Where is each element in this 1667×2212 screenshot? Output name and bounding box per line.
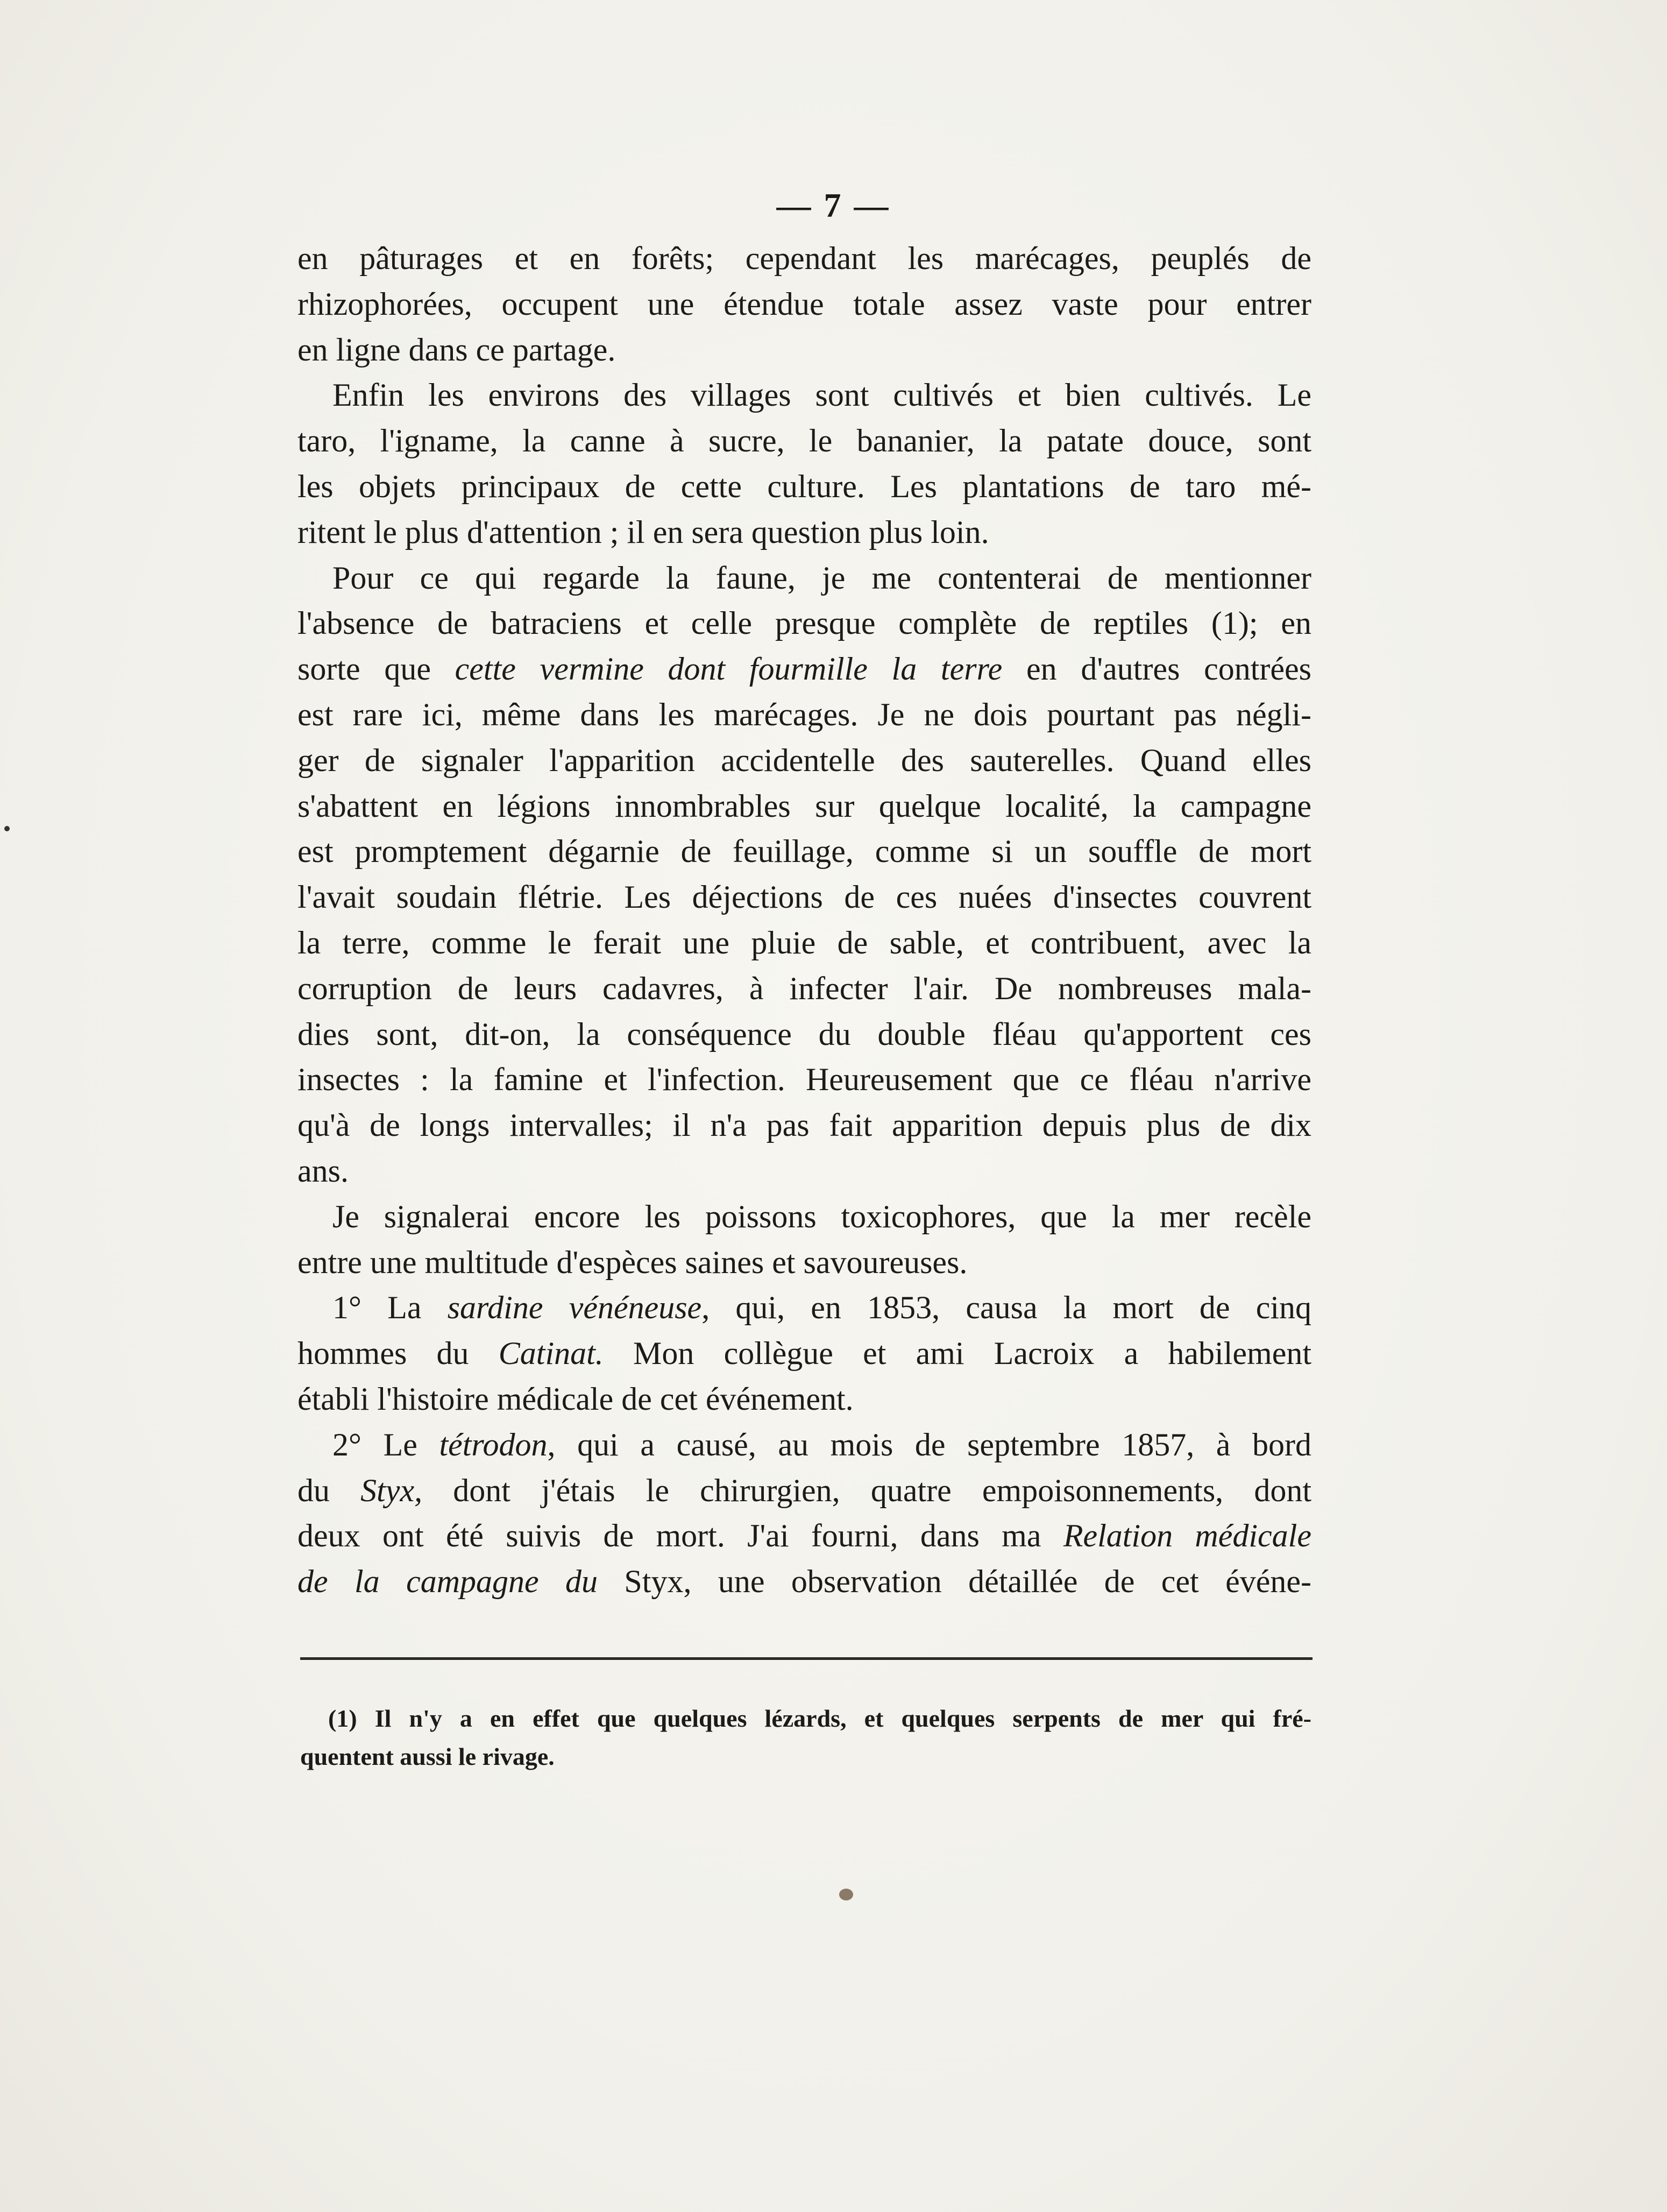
text-segment: 1° La [332, 1290, 448, 1326]
text-segment: ritent le plus d'attention ; il en sera question plus loin. [297, 514, 989, 550]
text-segment: insectes : la famine et l'infection. Heureusement que ce fléau n'arrive [297, 1062, 1311, 1098]
text-line [297, 693, 1311, 736]
text-segment: Mon collègue et ami Lacroix a habilement [603, 1335, 1311, 1372]
text-line [297, 511, 1311, 554]
text-segment: rhizophorées, occupent une étendue totale assez vaste pour entrer [297, 286, 1311, 322]
text-segment: est promptement dégarnie de feuillage, comme si un souffle de mort [297, 833, 1311, 870]
text-segment: en ligne dans ce partage. [297, 331, 616, 368]
text-line [297, 1469, 1311, 1512]
text-line [297, 921, 1311, 964]
text-segment: Enfin les environs des villages sont cultivés et bien cultivés. Le [332, 377, 1311, 413]
text-segment: l'absence de batraciens et celle presque complète de reptiles (1); en [297, 605, 1311, 641]
italic-text: Catinat. [498, 1335, 604, 1372]
text-segment: en pâturages et en forêts; cependant les marécages, peuplés de [297, 241, 1311, 276]
italic-text: tétrodon [439, 1426, 548, 1462]
text-segment: qu'à de longs intervalles; il n'a pas fait apparition depuis plus de dix [297, 1107, 1311, 1143]
italic-text: cette vermine dont fourmille la terre [455, 651, 1003, 687]
text-line [297, 282, 1311, 326]
text-segment: 2° Le [332, 1426, 439, 1462]
text-segment: les objets principaux de cette culture. Les plantations de taro mé- [297, 469, 1311, 504]
text-segment: l'avait soudain flétrie. Les déjections de ces nuées d'insectes couvrent [297, 879, 1311, 915]
text-line [297, 328, 1311, 371]
text-segment: Pour ce qui regarde la faune, je me contenterai de mentionner [332, 560, 1311, 596]
text-segment: entre une multitude d'espèces saines et savoureuses. [297, 1244, 968, 1280]
text-segment: deux ont été suivis de mort. J'ai fourni, dans ma [297, 1518, 1063, 1554]
text-line [297, 875, 1311, 918]
text-segment: corruption de leurs cadavres, à infecter l'air. De nombreuses mala- [297, 970, 1311, 1006]
paper-speck [4, 826, 10, 831]
text-line [297, 1514, 1311, 1557]
text-line [297, 967, 1311, 1010]
text-line [297, 1560, 1311, 1603]
text-segment: , qui, en 1853, causa la mort de cinq [701, 1290, 1311, 1326]
footnote-rule [300, 1657, 1313, 1660]
text-line [297, 1104, 1311, 1147]
text-line [297, 1013, 1311, 1056]
italic-text: Styx, [360, 1472, 423, 1508]
italic-text: sardine vénéneuse [447, 1290, 702, 1326]
text-segment: établi l'histoire médicale de cet événement. [297, 1381, 854, 1417]
text-line [297, 647, 1311, 690]
text-line [297, 785, 1311, 828]
italic-text: de la campagne du [297, 1564, 598, 1600]
text-line [332, 1195, 1311, 1238]
text-line [297, 739, 1311, 782]
text-segment: dont j'étais le chirurgien, quatre empoisonnements, dont [422, 1472, 1312, 1508]
text-segment: est rare ici, même dans les marécages. Je ne dois pourtant pas négli- [297, 697, 1311, 732]
text-segment: taro, l'igname, la canne à sucre, le bananier, la patate douce, sont [297, 423, 1311, 459]
text-line [297, 1241, 1311, 1284]
text-line [332, 1286, 1311, 1329]
text-line [332, 556, 1311, 599]
text-segment: ans. [297, 1153, 349, 1189]
text-line [332, 373, 1311, 416]
text-segment: Je signalerai encore les poissons toxicophores, que la mer recèle [332, 1198, 1311, 1234]
text-segment: en d'autres contrées [1002, 651, 1311, 687]
text-line [297, 602, 1311, 645]
text-line [297, 465, 1311, 508]
text-segment: ger de signaler l'apparition accidentelle des sauterelles. Quand elles [297, 742, 1311, 778]
text-line [332, 1423, 1311, 1466]
text-segment: sorte que [297, 651, 455, 687]
paper-stain [839, 1889, 853, 1900]
text-line [297, 419, 1311, 462]
text-segment: s'abattent en légions innombrables sur quelque localité, la campagne [297, 788, 1311, 824]
text-line [297, 237, 1311, 280]
text-segment: hommes du [297, 1335, 499, 1372]
text-segment: Styx, une observation détaillée de cet événe- [598, 1564, 1311, 1600]
footnote-line: (1) Il n'y a en effet que quelques lézards, et quelques serpents de mer qui fré- [328, 1705, 1311, 1732]
text-segment: du [297, 1472, 361, 1508]
text-line [297, 830, 1311, 873]
italic-text: Relation médicale [1063, 1518, 1311, 1554]
text-line [297, 1377, 1311, 1421]
text-segment: la terre, comme le ferait une pluie de sable, et contribuent, avec la [297, 925, 1311, 960]
text-segment: dies sont, dit-on, la conséquence du double fléau qu'apportent ces [297, 1016, 1311, 1052]
text-line [297, 1149, 1311, 1192]
page-number: — 7 — [776, 186, 891, 224]
text-segment: , qui a causé, au mois de septembre 1857, à bord [547, 1426, 1311, 1462]
text-line [297, 1058, 1311, 1101]
text-line [297, 1332, 1311, 1375]
footnote-line: quentent aussi le rivage. [300, 1743, 555, 1770]
